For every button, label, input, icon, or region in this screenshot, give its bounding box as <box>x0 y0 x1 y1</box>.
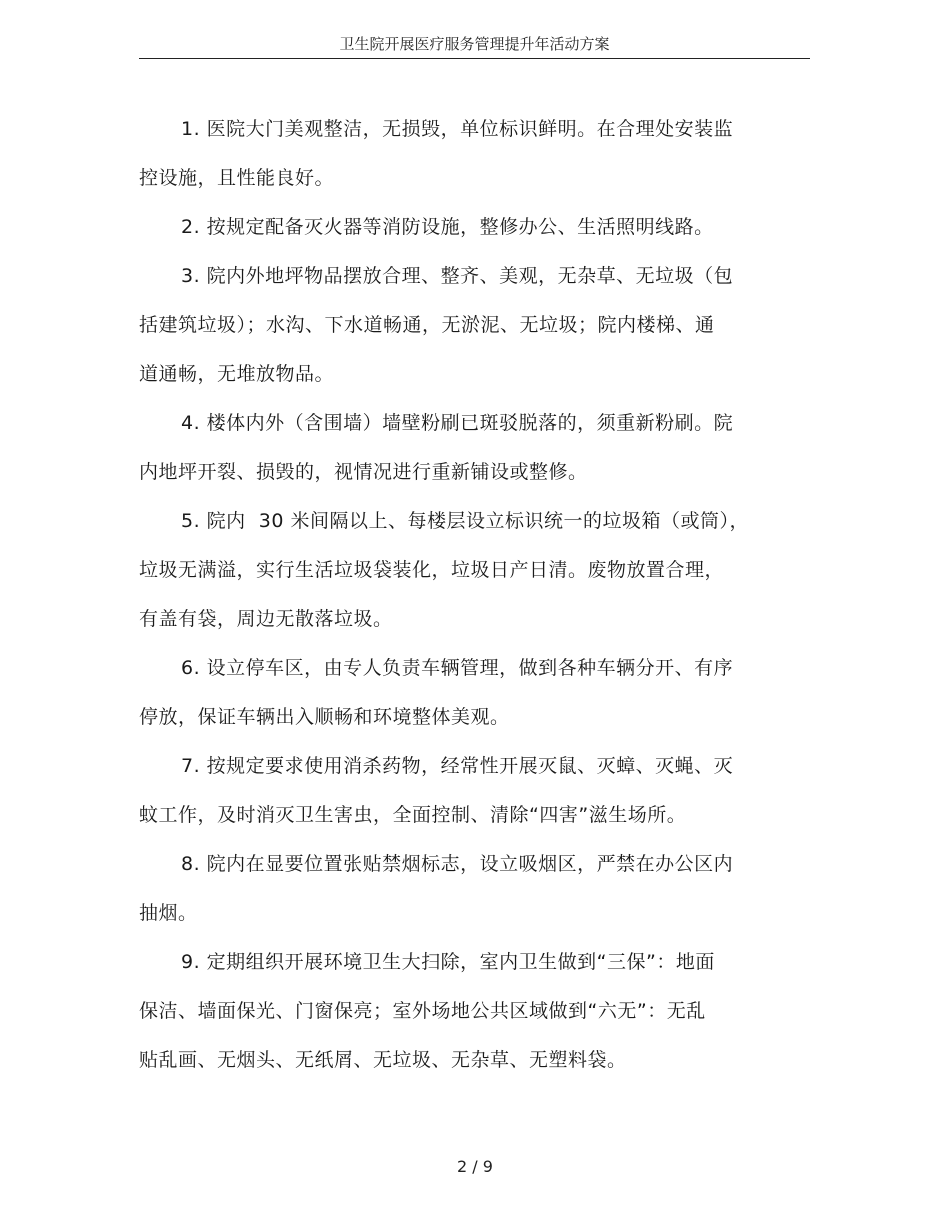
paragraph-9 <box>139 938 769 1085</box>
paragraph-4 <box>139 399 769 497</box>
paragraph-line: 7. 按规定要求使用消杀药物，经常性开展灭鼠、灭蟑、灭蝇、灭 <box>181 755 734 777</box>
paragraph-line: 2. 按规定配备灭火器等消防设施，整修办公、生活照明线路。 <box>181 216 714 238</box>
paragraph-line: 1. 医院大门美观整洁，无损毁，单位标识鲜明。在合理处安装监 <box>181 118 734 140</box>
page-number <box>0 1157 950 1176</box>
paragraph-line: 5. 院内 30 米间隔以上、每楼层设立标识统一的垃圾箱（或筒）， <box>181 510 749 532</box>
paragraph-3 <box>139 252 769 399</box>
paragraph-line: 贴乱画、无烟头、无纸屑、无垃圾、无杂草、无塑料袋。 <box>139 1049 627 1071</box>
paragraph-line: 3. 院内外地坪物品摆放合理、整齐、美观，无杂草、无垃圾（包 <box>181 265 734 287</box>
paragraph-line: 垃圾无满溢，实行生活垃圾袋装化，垃圾日产日清。废物放置合理， <box>139 559 725 581</box>
paragraph-line: 4. 楼体内外（含围墙）墙壁粉刷已斑驳脱落的，须重新粉刷。院 <box>181 412 734 434</box>
paragraph-line: 道通畅，无堆放物品。 <box>139 363 335 385</box>
paragraph-line: 有盖有袋，周边无散落垃圾。 <box>139 608 393 630</box>
paragraph-line: 控设施，且性能良好。 <box>139 167 335 189</box>
paragraph-1 <box>139 105 769 203</box>
paragraph-6 <box>139 644 769 742</box>
page-indicator: 2 / 9 <box>457 1157 493 1176</box>
paragraph-line: 8. 院内在显要位置张贴禁烟标志，设立吸烟区，严禁在办公区内 <box>181 853 734 875</box>
document-body <box>139 105 769 1085</box>
paragraph-line: 6. 设立停车区，由专人负责车辆管理，做到各种车辆分开、有序 <box>181 657 734 679</box>
paragraph-line: 蚊工作，及时消灭卫生害虫，全面控制、清除“四害”滋生场所。 <box>139 804 687 826</box>
paragraph-line: 保洁、墙面保光、门窗保亮；室外场地公共区域做到“六无”：无乱 <box>139 1000 706 1022</box>
paragraph-line: 括建筑垃圾）；水沟、下水道畅通，无淤泥、无垃圾；院内楼梯、通 <box>139 314 715 336</box>
paragraph-2 <box>139 203 769 252</box>
paragraph-5 <box>139 497 769 644</box>
paragraph-8 <box>139 840 769 938</box>
header-title: 卫生院开展医疗服务管理提升年活动方案 <box>339 35 610 53</box>
paragraph-line: 停放，保证车辆出入顺畅和环境整体美观。 <box>139 706 510 728</box>
paragraph-line: 内地坪开裂、损毁的，视情况进行重新铺设或整修。 <box>139 461 588 483</box>
document-header <box>139 30 810 59</box>
paragraph-line: 抽烟。 <box>139 902 198 924</box>
paragraph-7 <box>139 742 769 840</box>
paragraph-line: 9. 定期组织开展环境卫生大扫除，室内卫生做到“三保”：地面 <box>181 951 715 973</box>
